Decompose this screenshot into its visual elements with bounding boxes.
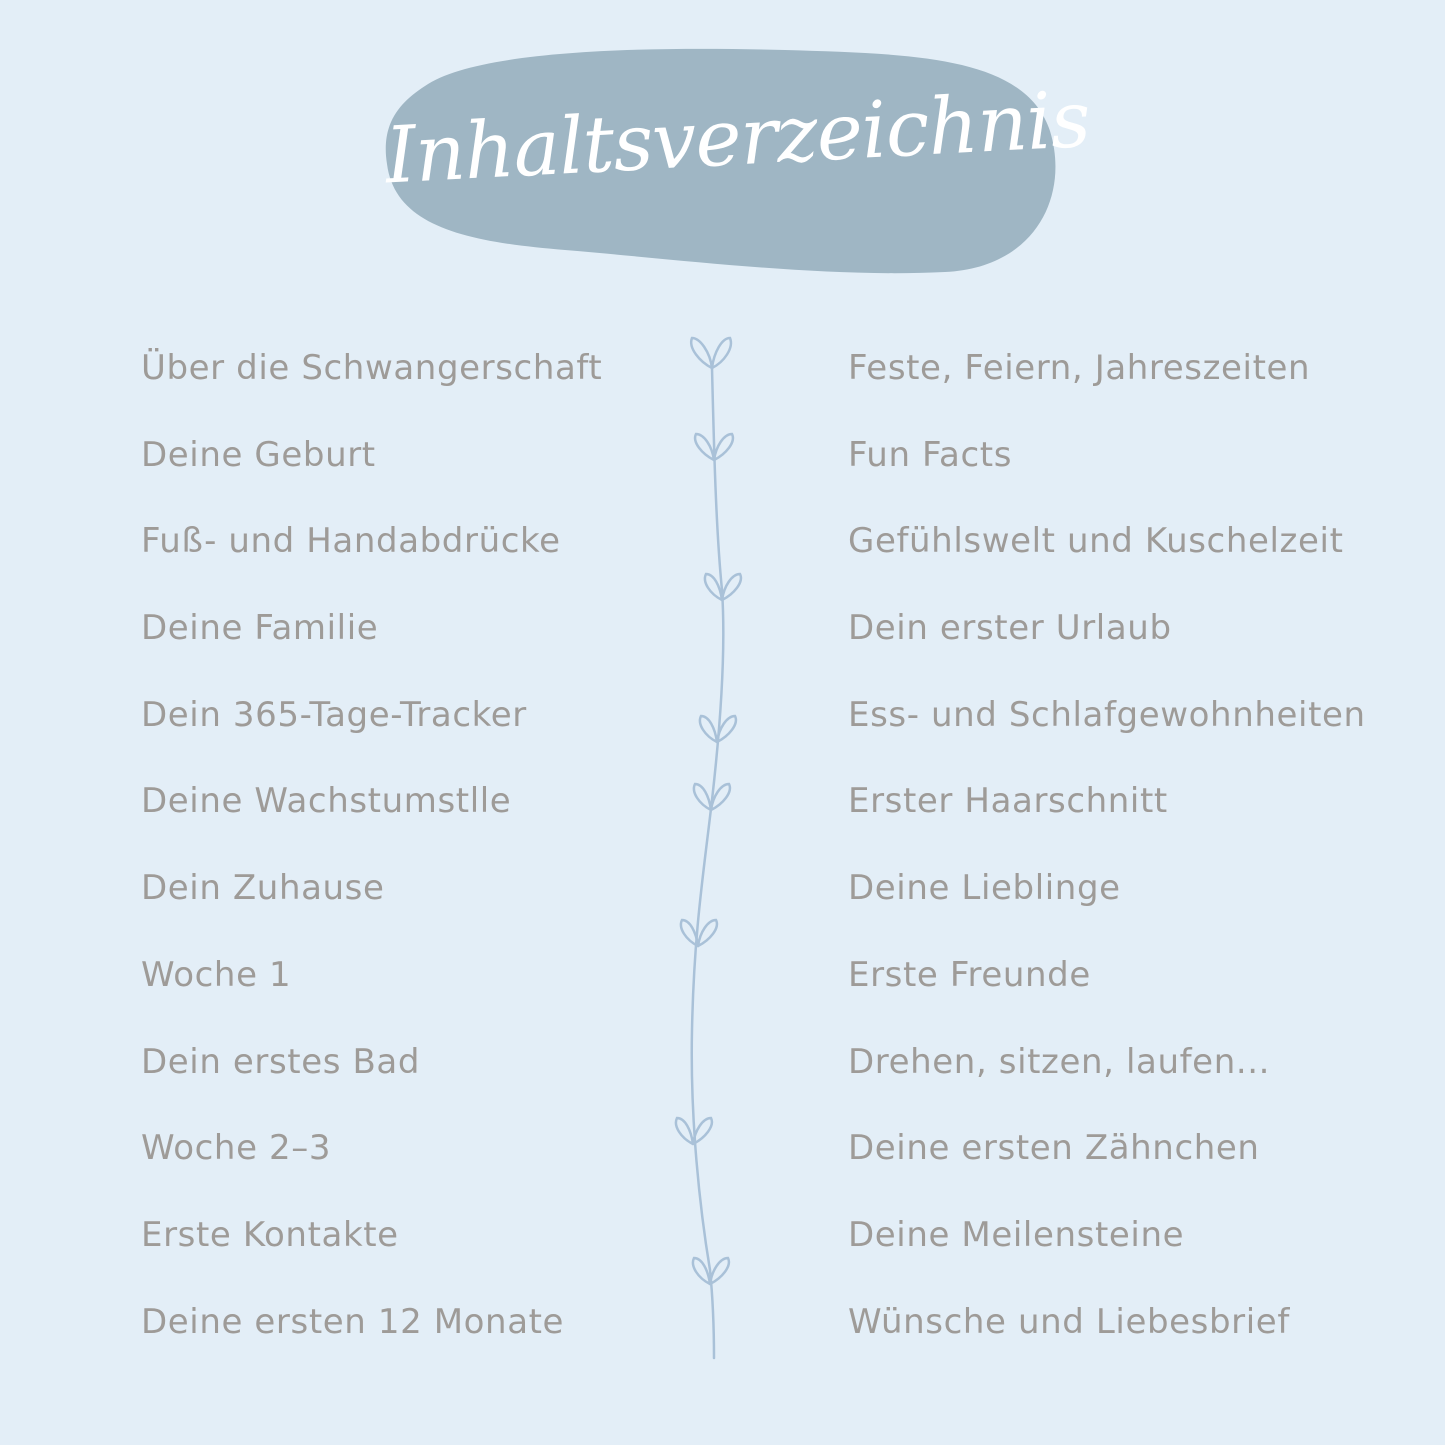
toc-item: Erster Haarschnitt (848, 781, 1168, 822)
toc-item: Dein erster Urlaub (848, 608, 1172, 649)
page-title: Inhaltsverzeichnis (383, 74, 1092, 202)
toc-item: Dein Zuhause (141, 868, 385, 909)
toc-left-column (141, 340, 602, 1380)
vine-with-leaves-icon (660, 330, 770, 1370)
toc-item: Drehen, sitzen, laufen... (848, 1041, 1271, 1082)
toc-item: Woche 2–3 (141, 1128, 332, 1169)
toc-item: Deine ersten 12 Monate (141, 1301, 565, 1342)
toc-right-column (848, 340, 1366, 1380)
toc-item: Dein erstes Bad (141, 1041, 421, 1082)
toc-item: Fuß- und Handabdrücke (141, 521, 561, 562)
title-banner (383, 46, 1092, 274)
toc-item: Deine ersten Zähnchen (848, 1128, 1260, 1169)
toc-item: Woche 1 (141, 954, 292, 995)
toc-item: Feste, Feiern, Jahreszeiten (848, 348, 1311, 388)
toc-item: Deine Meilensteine (848, 1214, 1185, 1255)
toc-item: Erste Freunde (848, 954, 1091, 995)
toc-item: Wünsche und Liebesbrief (848, 1301, 1290, 1342)
toc-item: Deine Wachstumstlle (141, 781, 512, 822)
toc-item: Ess- und Schlafgewohnheiten (848, 694, 1366, 735)
toc-item: Erste Kontakte (141, 1214, 399, 1255)
toc-item: Über die Schwangerschaft (141, 348, 603, 388)
toc-item: Fun Facts (848, 434, 1013, 475)
toc-item: Deine Geburt (141, 434, 376, 475)
toc-item: Gefühlswelt und Kuschelzeit (848, 521, 1344, 562)
toc-item: Deine Familie (141, 608, 379, 649)
toc-item: Deine Lieblinge (848, 868, 1121, 909)
toc-item: Dein 365-Tage-Tracker (141, 694, 527, 735)
